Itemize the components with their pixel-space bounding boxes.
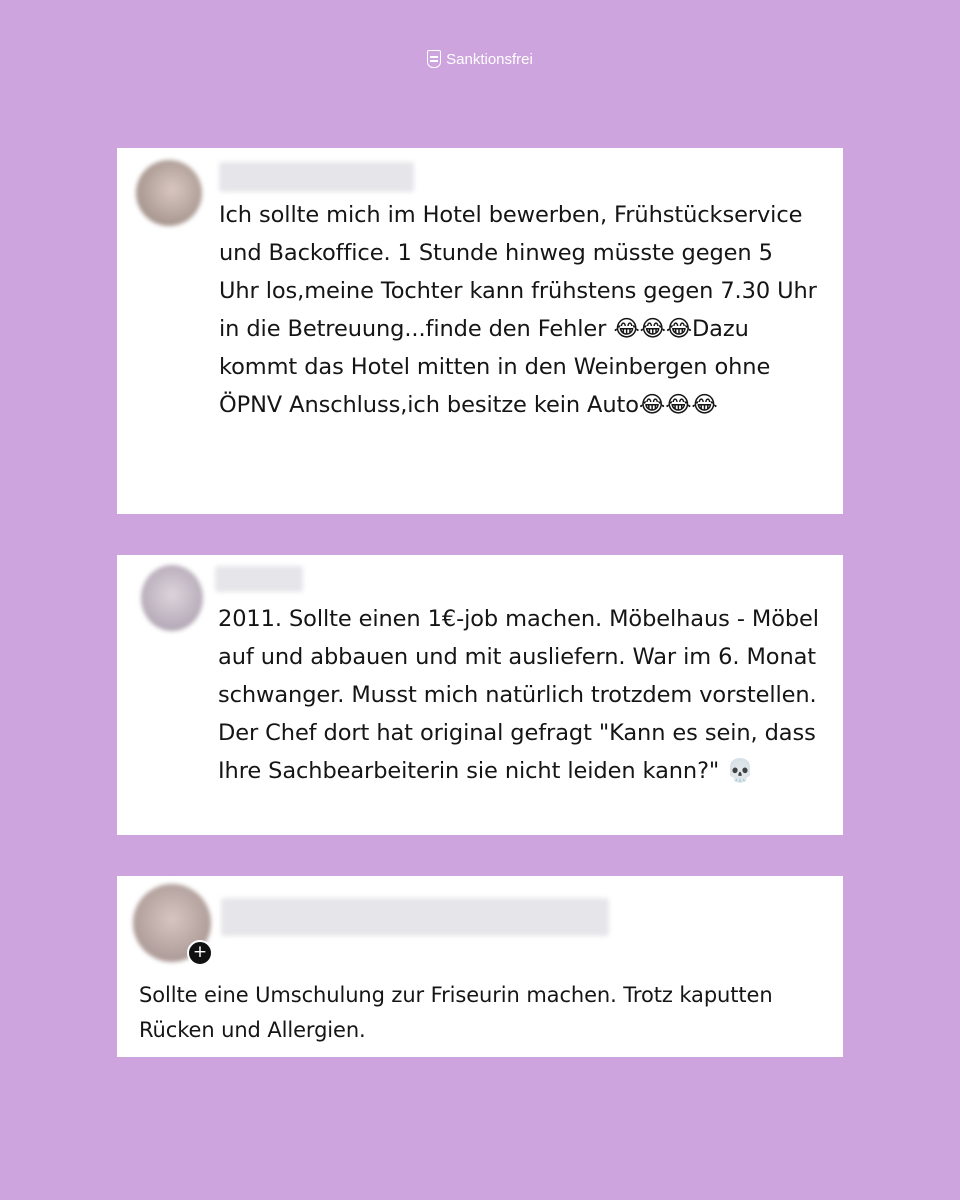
author-name[interactable] — [215, 566, 303, 592]
avatar[interactable] — [136, 160, 202, 226]
avatar[interactable] — [141, 565, 203, 631]
add-badge[interactable]: + — [187, 940, 213, 966]
comment-text: 2011. Sollte einen 1€-job machen. Möbelhaus - Möbel auf und abbauen und mit ausliefern. War im 6. Monat schwanger. Musst mich natürlich trotzdem vorstellen. Der Chef dort hat original gefragt "Kann es sein, dass Ihre Sachbearbeiterin sie nicht leiden kann?" 💀 — [218, 606, 819, 784]
brand-name: Sanktionsfrei — [446, 50, 533, 68]
shield-icon — [427, 50, 441, 68]
comment-text: Sollte eine Umschulung zur Friseurin machen. Trotz kaputten Rücken und Allergien. — [139, 983, 773, 1042]
author-name[interactable] — [221, 898, 609, 936]
comment-card — [117, 148, 843, 514]
comment-card — [117, 555, 843, 835]
brand-logo — [0, 50, 960, 68]
comment-card — [117, 876, 843, 1057]
comment-text: Ich sollte mich im Hotel bewerben, Frühstückservice und Backoffice. 1 Stunde hinweg müsste gegen 5 Uhr los,meine Tochter kann frühstens gegen 7.30 Uhr in die Betreuung...finde den Fehler 😂😂😂Dazu kommt das Hotel mitten in den Weinbergen ohne ÖPNV Anschluss,ich besitze kein Auto😂😂😂 — [219, 202, 817, 418]
author-name[interactable] — [219, 162, 414, 192]
